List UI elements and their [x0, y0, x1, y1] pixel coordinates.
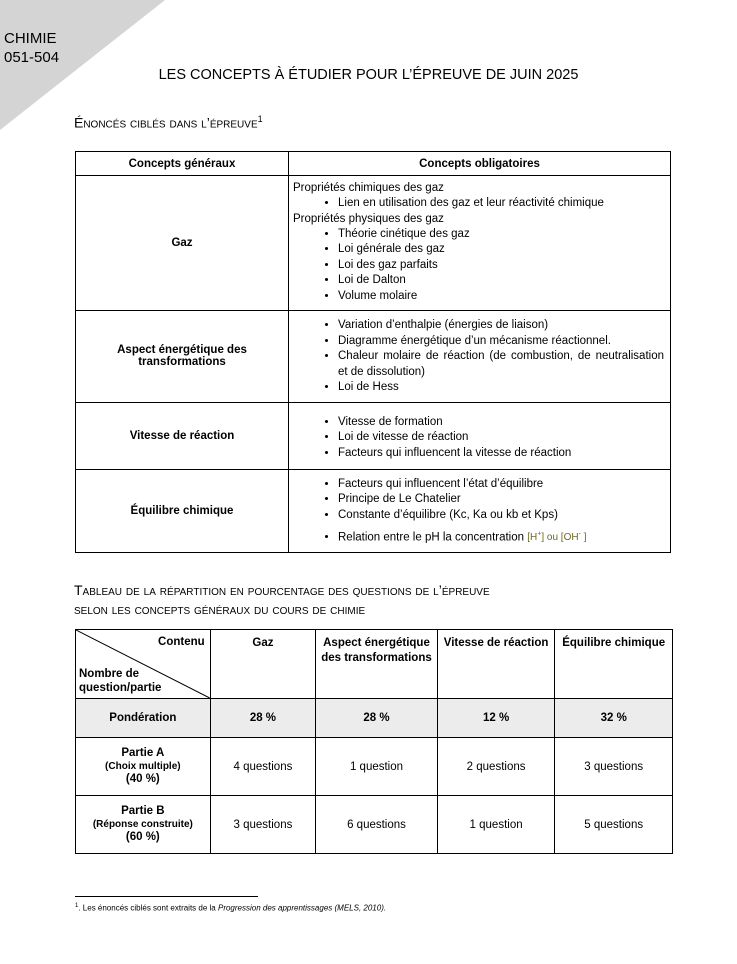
label-equilibre: Équilibre chimique	[76, 469, 289, 552]
partie-a-pct: (40 %)	[125, 773, 160, 785]
section-title-repartition	[74, 581, 490, 619]
col-vitesse: Vitesse de réaction	[437, 630, 555, 699]
col-equilibre: Équilibre chimique	[555, 630, 673, 699]
col-energie: Aspect énergétique des transformations	[316, 630, 438, 699]
row-vitesse	[76, 402, 671, 469]
partie-a-value: 1 question	[316, 738, 438, 796]
list-energie	[293, 318, 664, 396]
list-proprietes-chimiques	[293, 196, 664, 212]
concepts-table	[75, 151, 671, 553]
label-gaz: Gaz	[76, 176, 289, 311]
list-item: • Facteurs qui influencent la vitesse de réaction	[338, 446, 664, 462]
partie-b-value: 1 question	[437, 796, 555, 854]
partie-a-label	[76, 738, 211, 796]
list-item: • Diagramme énergétique d’un mécanisme réactionnel.	[338, 334, 664, 350]
row-equilibre	[76, 469, 671, 552]
list-item: • Loi générale des gaz	[338, 242, 664, 258]
partie-a-value: 4 questions	[210, 738, 316, 796]
repartition-header-row	[76, 630, 673, 699]
page-title: LES CONCEPTS À ÉTUDIER POUR L’ÉPREUVE DE JUIN 2025	[158, 67, 579, 83]
partie-a-sub: (Choix multiple)	[105, 761, 181, 772]
corner-cell	[76, 630, 211, 699]
row-partie-b	[76, 796, 673, 854]
list-item: • Théorie cinétique des gaz	[338, 227, 664, 243]
heading-proprietes-physiques: Propriétés physiques des gaz	[293, 212, 444, 225]
list-item: • Loi de vitesse de réaction	[338, 430, 664, 446]
label-vitesse: Vitesse de réaction	[76, 402, 289, 469]
content-equilibre	[289, 469, 671, 552]
row-ponderation	[76, 699, 673, 738]
ponderation-value: 28 %	[210, 699, 316, 738]
list-proprietes-physiques	[293, 227, 664, 305]
list-item: • Chaleur molaire de réaction (de combustion, de neutralisation et de dissolution)	[338, 349, 664, 380]
content-energie	[289, 311, 671, 403]
partie-b-sub: (Réponse construite)	[92, 819, 193, 830]
footnote-divider	[75, 896, 258, 897]
content-gaz	[289, 176, 671, 311]
list-vitesse	[293, 415, 664, 462]
partie-b-value: 3 questions	[210, 796, 316, 854]
subject-name: CHIMIE	[4, 30, 57, 47]
section-title-line1: Tableau de la répartition en pourcentage des questions de l’épreuve	[74, 582, 490, 598]
ponderation-value: 32 %	[555, 699, 673, 738]
course-label	[4, 29, 59, 67]
ponderation-label: Pondération	[76, 699, 211, 738]
partie-b-title: Partie B	[121, 805, 165, 817]
list-item: • Loi de Hess	[338, 380, 664, 396]
footnote	[75, 903, 386, 913]
course-code: 051-504	[4, 49, 60, 66]
footnote-ref: 1	[257, 114, 263, 124]
ph-relation-text: Relation entre le pH la concentration	[338, 531, 525, 544]
footnote-source: Progression des apprentissages (MELS, 2010).	[217, 903, 387, 913]
conc-oh-sup: -	[578, 531, 581, 538]
content-vitesse	[289, 402, 671, 469]
list-item: • Vitesse de formation	[338, 415, 664, 431]
concepts-header-row	[76, 152, 671, 176]
conc-h-sup: +	[537, 531, 542, 538]
repartition-table	[75, 629, 673, 854]
partie-a-title: Partie A	[121, 747, 165, 759]
partie-b-label	[76, 796, 211, 854]
row-partie-a	[76, 738, 673, 796]
row-gaz	[76, 176, 671, 311]
partie-b-value: 6 questions	[316, 796, 438, 854]
list-item: • Constante d’équilibre (Kc, Ka ou kb et Kps)	[338, 508, 664, 524]
list-item: • Loi des gaz parfaits	[338, 258, 664, 274]
row-energie	[76, 311, 671, 403]
section-title-enonces	[74, 110, 263, 133]
conc-end: ]	[580, 532, 587, 544]
list-equilibre	[293, 477, 664, 546]
corner-top-label: Contenu	[158, 636, 205, 648]
list-item: • Principe de Le Chatelier	[338, 492, 664, 508]
footnote-text: . Les énoncés ciblés sont extraits de la	[78, 903, 218, 913]
footnote-mark: 1	[75, 903, 79, 909]
list-item: • Volume molaire	[338, 289, 664, 305]
conc-mid: ] ou [OH	[541, 532, 579, 544]
conc-h: [H	[527, 532, 538, 544]
list-item: • Facteurs qui influencent l’état d’équilibre	[338, 477, 664, 493]
label-energie: Aspect énergétique des transformations	[76, 311, 289, 403]
partie-a-value: 2 questions	[437, 738, 555, 796]
section-title-text: Énoncés ciblés dans l’épreuve	[74, 114, 258, 131]
corner-bottom-label: Nombre de question/partie	[79, 668, 162, 694]
list-item: • Loi de Dalton	[338, 273, 664, 289]
col-gaz: Gaz	[210, 630, 316, 699]
list-item: • Lien en utilisation des gaz et leur réactivité chimique	[338, 196, 664, 212]
list-item-ph	[338, 527, 664, 546]
partie-b-value: 5 questions	[555, 796, 673, 854]
concentration-formula	[527, 532, 586, 543]
section-title-line2: selon les concepts généraux du cours de chimie	[74, 601, 366, 617]
header-concepts-obligatoires: Concepts obligatoires	[289, 152, 671, 176]
ponderation-value: 12 %	[437, 699, 555, 738]
heading-proprietes-chimiques: Propriétés chimiques des gaz	[293, 182, 444, 194]
header-concepts-generaux: Concepts généraux	[76, 152, 289, 176]
ponderation-value: 28 %	[316, 699, 438, 738]
partie-b-pct: (60 %)	[125, 831, 160, 843]
list-item: • Variation d’enthalpie (énergies de liaison)	[338, 318, 664, 334]
partie-a-value: 3 questions	[555, 738, 673, 796]
